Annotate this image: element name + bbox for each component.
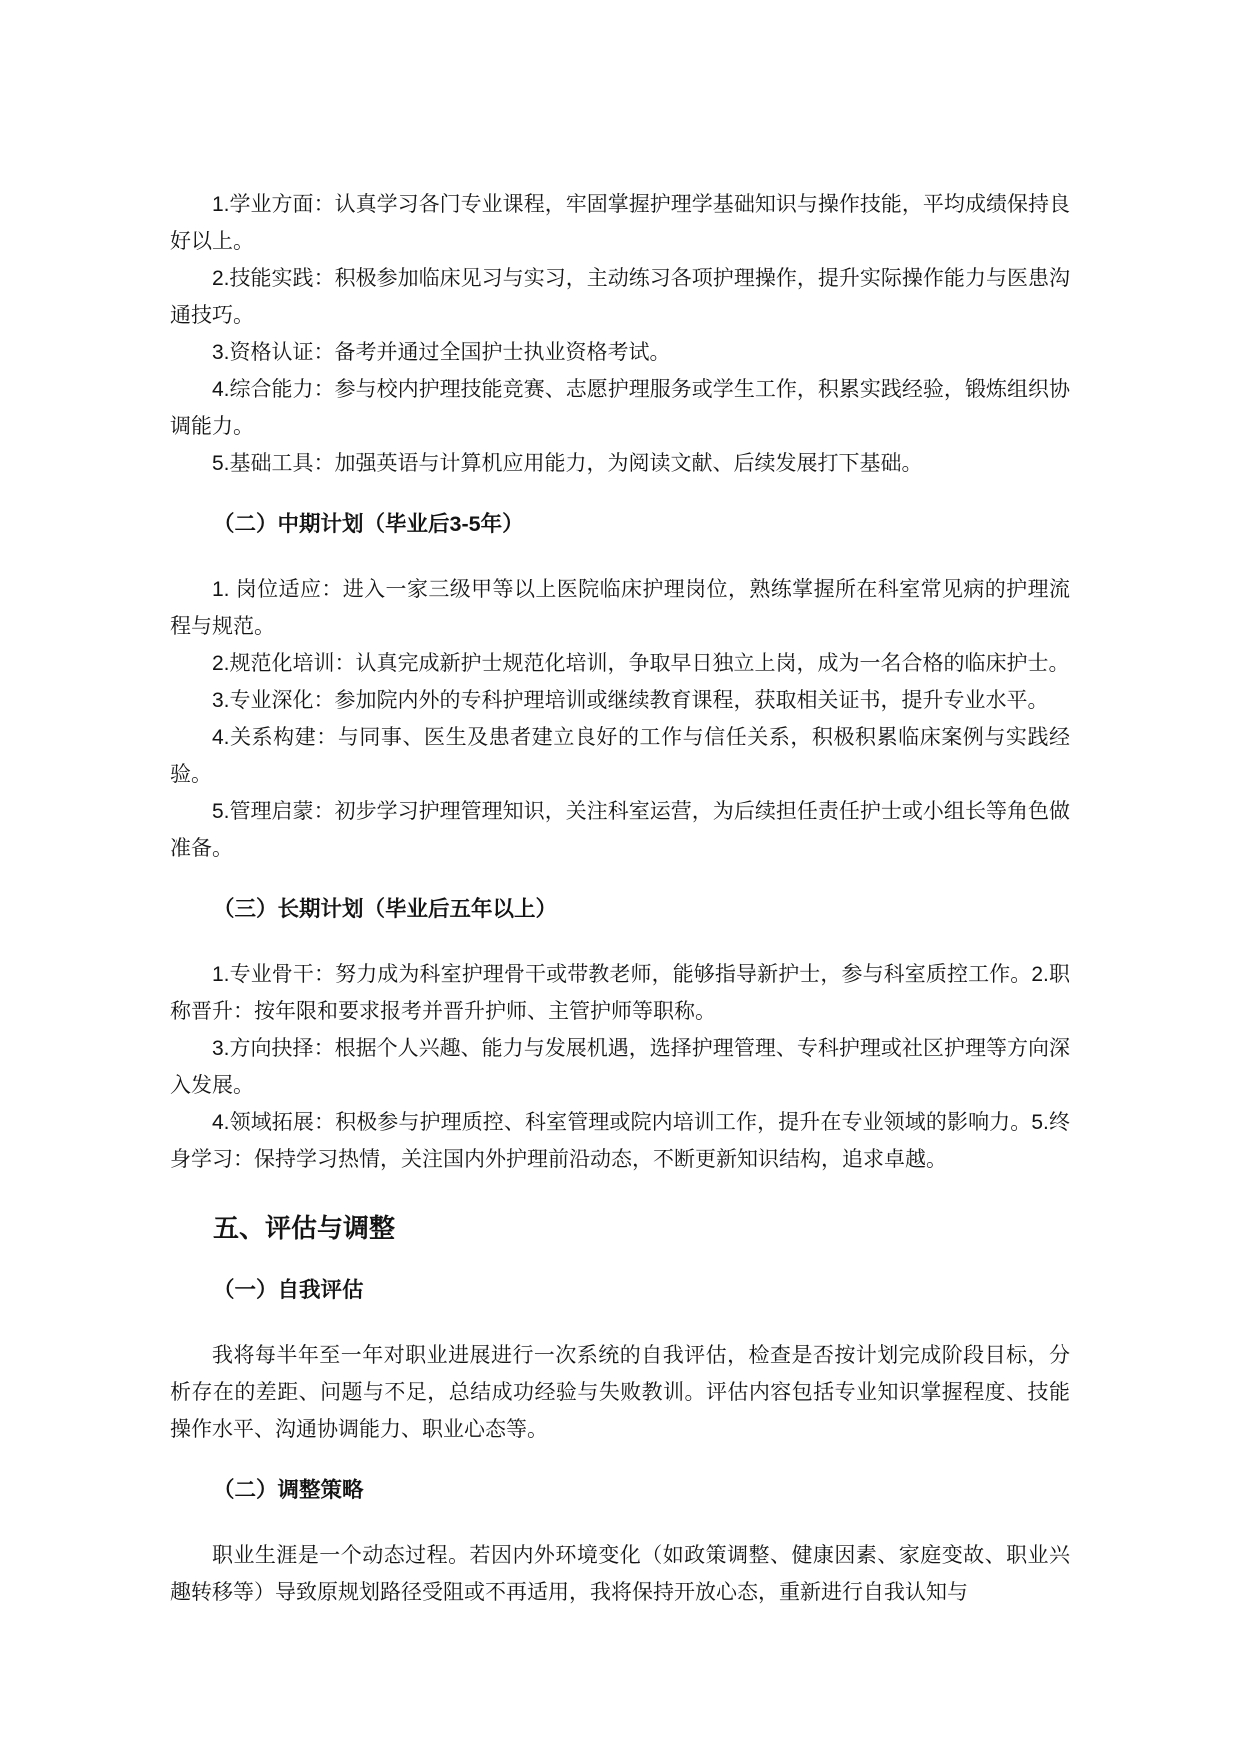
paragraph: 我将每半年至一年对职业进展进行一次系统的自我评估，检查是否按计划完成阶段目标，分析存在的差距、问题与不足，总结成功经验与失败教训。评估内容包括专业知识掌握程度、技能操作水平、沟通协调能力、职业心态等。 xyxy=(170,1344,1070,1441)
sub-heading: （二）调整策略 xyxy=(213,1478,364,1502)
section-heading: 五、评估与调整 xyxy=(213,1213,396,1243)
paragraph: 4.综合能力：参与校内护理技能竞赛、志愿护理服务或学生工作，积累实践经验，锻炼组织协调能力。 xyxy=(170,378,1070,438)
paragraph: 5.管理启蒙：初步学习护理管理知识，关注科室运营，为后续担任责任护士或小组长等角色做准备。 xyxy=(170,800,1070,860)
paragraph: 2.规范化培训：认真完成新护士规范化培训，争取早日独立上岗，成为一名合格的临床护士。 xyxy=(212,652,1070,675)
paragraph: 2.技能实践：积极参加临床见习与实习，主动练习各项护理操作，提升实际操作能力与医患沟通技巧。 xyxy=(170,267,1070,327)
paragraph: 职业生涯是一个动态过程。若因内外环境变化（如政策调整、健康因素、家庭变故、职业兴趣转移等）导致原规划路径受阻或不再适用，我将保持开放心态，重新进行自我认知与 xyxy=(170,1544,1070,1604)
paragraph: 3.方向抉择：根据个人兴趣、能力与发展机遇，选择护理管理、专科护理或社区护理等方向深入发展。 xyxy=(170,1037,1070,1097)
paragraph: 3.专业深化：参加院内外的专科护理培训或继续教育课程，获取相关证书，提升专业水平。 xyxy=(212,689,1049,712)
sub-heading: （三）长期计划（毕业后五年以上） xyxy=(213,897,558,921)
paragraph: 4.关系构建：与同事、医生及患者建立良好的工作与信任关系，积极积累临床案例与实践经验。 xyxy=(170,726,1070,786)
sub-heading: （一）自我评估 xyxy=(213,1278,364,1302)
paragraph: 5.基础工具：加强英语与计算机应用能力，为阅读文献、后续发展打下基础。 xyxy=(212,452,923,475)
paragraph: 4.领域拓展：积极参与护理质控、科室管理或院内培训工作，提升在专业领域的影响力。5.终身学习：保持学习热情，关注国内外护理前沿动态，不断更新知识结构，追求卓越。 xyxy=(170,1111,1070,1171)
paragraph: 1.专业骨干：努力成为科室护理骨干或带教老师，能够指导新护士，参与科室质控工作。2.职称晋升：按年限和要求报考并晋升护师、主管护师等职称。 xyxy=(170,963,1070,1023)
paragraph: 3.资格认证：备考并通过全国护士执业资格考试。 xyxy=(212,341,671,364)
sub-heading: （二）中期计划（毕业后3-5年） xyxy=(213,512,524,536)
paragraph: 1. 岗位适应：进入一家三级甲等以上医院临床护理岗位，熟练掌握所在科室常见病的护理流程与规范。 xyxy=(170,578,1070,638)
paragraph: 1.学业方面：认真学习各门专业课程，牢固掌握护理学基础知识与操作技能，平均成绩保持良好以上。 xyxy=(170,193,1070,253)
